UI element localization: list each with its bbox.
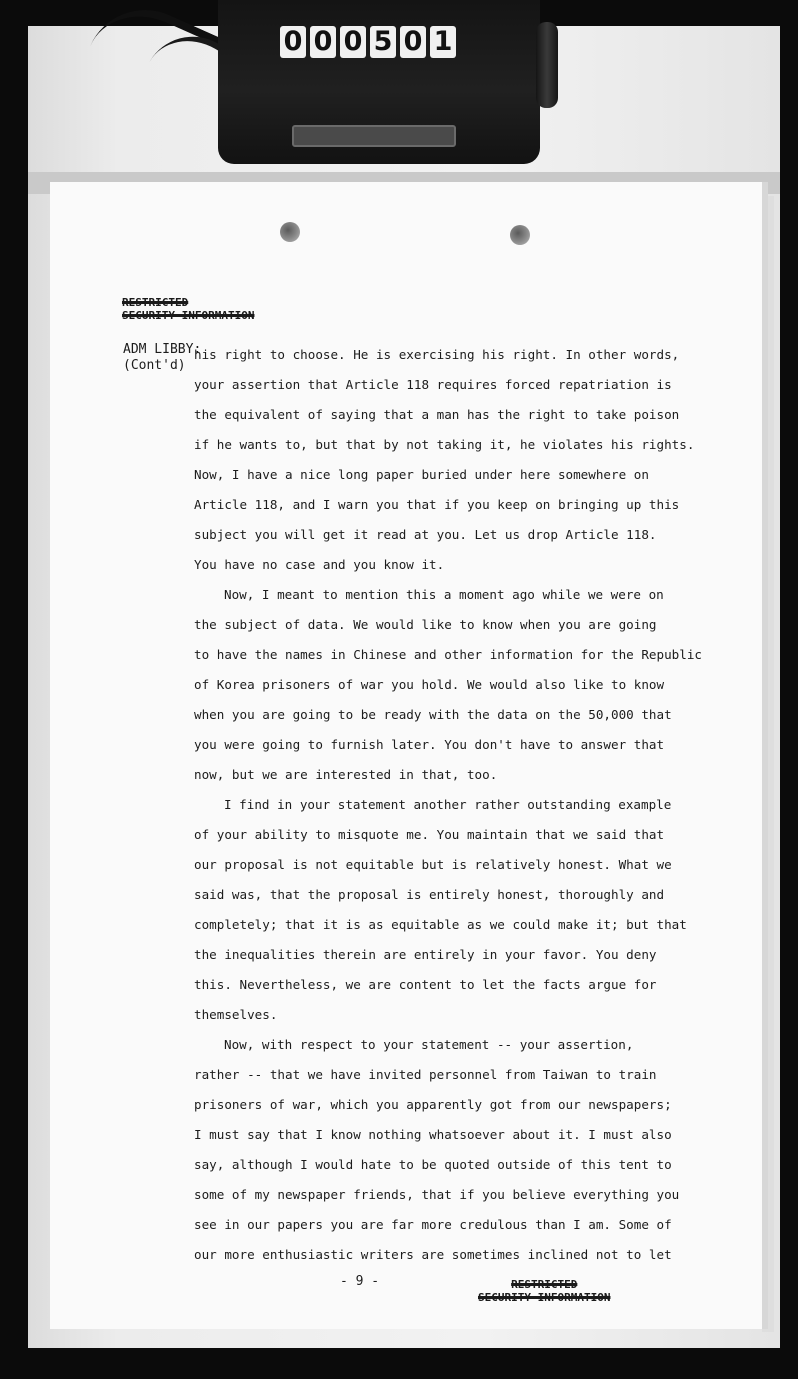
text-line: his right to choose. He is exercising his right. In other words, bbox=[194, 347, 680, 362]
text-line: the equivalent of saying that a man has the right to take poison bbox=[194, 407, 680, 422]
text-line: themselves. bbox=[194, 1007, 278, 1022]
text-line: your assertion that Article 118 requires forced repatriation is bbox=[194, 377, 672, 392]
text-line: completely; that it is as equitable as we could make it; but that bbox=[194, 917, 687, 932]
speaker-label bbox=[123, 342, 201, 374]
text-line: rather -- that we have invited personnel from Taiwan to train bbox=[194, 1067, 657, 1082]
text-line: you were going to furnish later. You don't have to answer that bbox=[194, 737, 665, 752]
counter-knob bbox=[536, 22, 558, 108]
text-line: this. Nevertheless, we are content to let the facts argue for bbox=[194, 977, 657, 992]
counter-digit: 0 bbox=[280, 26, 306, 58]
text-line: our more enthusiastic writers are sometimes inclined not to let bbox=[194, 1247, 672, 1262]
counter-digit: 0 bbox=[310, 26, 336, 58]
punch-hole bbox=[510, 225, 530, 245]
text-line: said was, that the proposal is entirely honest, thoroughly and bbox=[194, 887, 665, 902]
counter-digits bbox=[280, 26, 456, 58]
text-line: say, although I would hate to be quoted outside of this tent to bbox=[194, 1157, 672, 1172]
speaker-name: ADM LIBBY: bbox=[123, 342, 202, 357]
counter-digit: 5 bbox=[370, 26, 396, 58]
text-line: see in our papers you are far more credulous than I am. Some of bbox=[194, 1217, 672, 1232]
text-line: I find in your statement another rather outstanding example bbox=[224, 797, 672, 812]
punch-hole bbox=[280, 222, 300, 242]
classification-line: SECURITY INFORMATION bbox=[478, 1291, 611, 1304]
header-classification-stamp bbox=[122, 296, 254, 322]
text-line: I must say that I know nothing whatsoever about it. I must also bbox=[194, 1127, 672, 1142]
text-line: Article 118, and I warn you that if you keep on bringing up this bbox=[194, 497, 680, 512]
text-line: some of my newspaper friends, that if you believe everything you bbox=[194, 1187, 680, 1202]
counter-digit: 0 bbox=[400, 26, 426, 58]
text-line: of your ability to misquote me. You maintain that we said that bbox=[194, 827, 665, 842]
footer-classification-stamp bbox=[478, 1278, 610, 1304]
text-line: when you are going to be ready with the data on the 50,000 that bbox=[194, 707, 672, 722]
text-line: of Korea prisoners of war you hold. We would also like to know bbox=[194, 677, 665, 692]
paper-edge bbox=[762, 196, 774, 1332]
classification-line: RESTRICTED bbox=[122, 296, 189, 309]
text-line: now, but we are interested in that, too. bbox=[194, 767, 498, 782]
text-line: Now, with respect to your statement -- your assertion, bbox=[224, 1037, 634, 1052]
transcript-body bbox=[194, 340, 754, 1270]
text-line: the subject of data. We would like to know when you are going bbox=[194, 617, 657, 632]
text-line: prisoners of war, which you apparently got from our newspapers; bbox=[194, 1097, 672, 1112]
counter-label-plate bbox=[292, 125, 456, 147]
text-line: Now, I meant to mention this a moment ago while we were on bbox=[224, 587, 664, 602]
speaker-continued: (Cont'd) bbox=[123, 358, 186, 373]
counter-digit: 0 bbox=[340, 26, 366, 58]
document-page bbox=[50, 182, 762, 1329]
text-line: our proposal is not equitable but is relatively honest. What we bbox=[194, 857, 672, 872]
classification-line: RESTRICTED bbox=[511, 1278, 578, 1291]
text-line: Now, I have a nice long paper buried under here somewhere on bbox=[194, 467, 649, 482]
text-line: to have the names in Chinese and other information for the Republic bbox=[194, 647, 702, 662]
text-line: You have no case and you know it. bbox=[194, 557, 445, 572]
text-line: if he wants to, but that by not taking it, he violates his rights. bbox=[194, 437, 695, 452]
classification-line: SECURITY INFORMATION bbox=[122, 309, 255, 322]
text-line: the inequalities therein are entirely in your favor. You deny bbox=[194, 947, 657, 962]
text-line: subject you will get it read at you. Let us drop Article 118. bbox=[194, 527, 657, 542]
counter-digit: 1 bbox=[430, 26, 456, 58]
page-number: - 9 - bbox=[340, 1274, 380, 1289]
